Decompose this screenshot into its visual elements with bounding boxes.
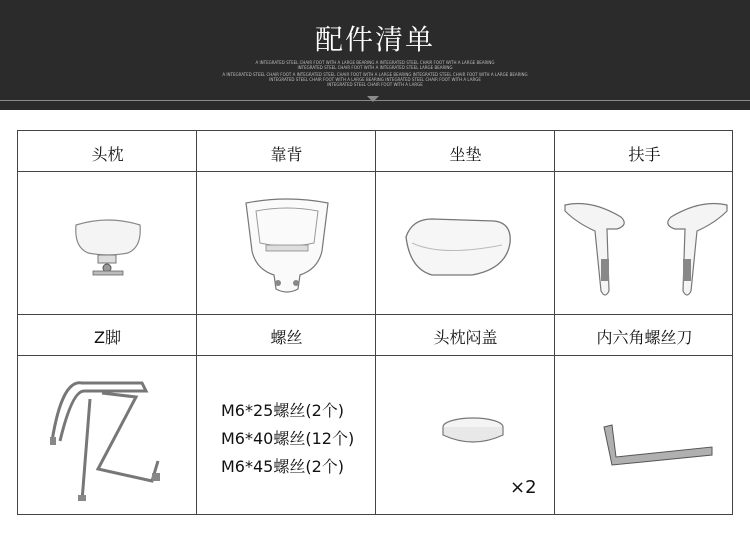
page-title: 配件清单 (314, 23, 435, 56)
label-armrest: 扶手 (628, 145, 661, 164)
fine-print-line-4: INTEGRATED STEEL CHAIR FOOT WITH A LARGE BEARING INTEGRATED STEEL CHAIR FOOT WITH A LARGE (269, 77, 481, 82)
label-z-foot: Z脚 (94, 328, 121, 347)
grid-divider (554, 131, 555, 514)
grid-divider (18, 314, 732, 315)
fine-print-line-2: INTEGRATED STEEL CHAIR FOOT WITH A INTEGRATED STEEL LARGE BEARING (297, 65, 453, 70)
header-banner (0, 0, 750, 110)
screw-item: M6*40螺丝(12个) (221, 429, 355, 448)
grid-divider (196, 131, 197, 514)
cap-quantity: ×2 (510, 477, 537, 498)
label-seat: 坐垫 (449, 145, 482, 164)
headrest-illustration (68, 213, 148, 283)
armrest-illustration (561, 195, 731, 305)
header-notch (367, 96, 379, 102)
screw-list (221, 397, 354, 481)
backrest-illustration (240, 197, 335, 297)
screw-item: M6*45螺丝(2个) (221, 457, 345, 476)
headrest-cap-illustration (438, 415, 508, 451)
z-foot-illustration (42, 369, 177, 504)
screw-item: M6*25螺丝(2个) (221, 401, 345, 420)
grid-divider (18, 355, 732, 356)
seat-illustration (402, 213, 517, 283)
fine-print-line-5: INTEGRATED STEEL CHAIR FOOT WITH A LARGE (327, 82, 423, 87)
hex-key-illustration (598, 421, 718, 471)
fine-print-line-3: A INTEGRATED STEEL CHAIR FOOT A INTEGRATED STEEL CHAIR FOOT WITH A LARGE BEARING INTEGRATED STEEL CHAIR FOOT WITH A LARGE BEARING (222, 72, 528, 77)
fine-print-line-1: A INTEGRATED STEEL CHAIR FOOT WITH A LARGE BEARING A INTEGRATED STEEL CHAIR FOOT WITH A LARGE BEARING (255, 60, 495, 65)
grid-divider (18, 171, 732, 172)
label-headrest-cap: 头枕闷盖 (433, 328, 498, 347)
label-headrest: 头枕 (91, 145, 124, 164)
parts-grid (17, 130, 733, 515)
label-screws: 螺丝 (270, 328, 303, 347)
label-hex-key: 内六角螺丝刀 (596, 328, 693, 347)
grid-divider (375, 131, 376, 514)
label-backrest: 靠背 (270, 145, 303, 164)
